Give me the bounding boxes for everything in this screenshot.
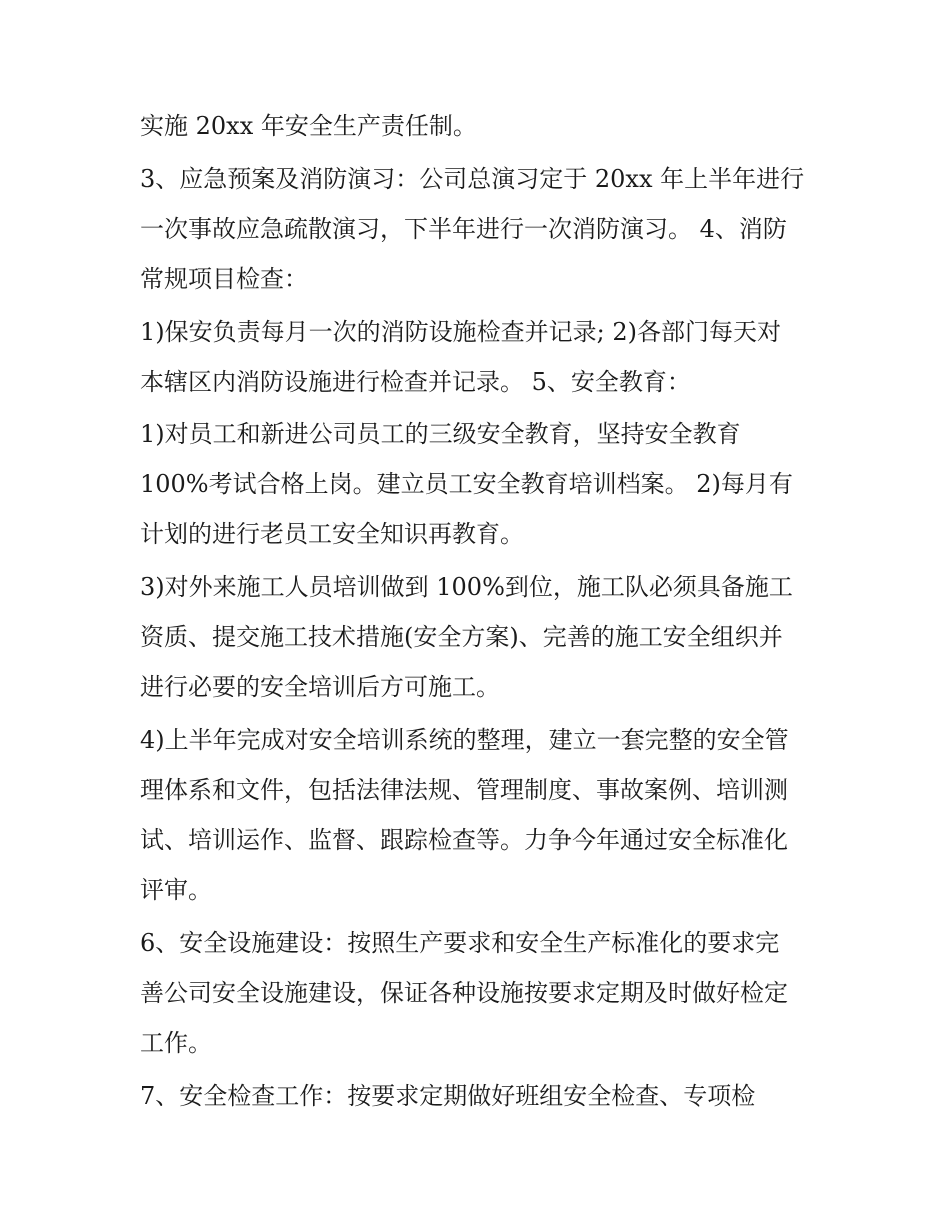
- text-line: 1)对员工和新进公司员工的三级安全教育，坚持安全教育: [140, 420, 741, 448]
- text-line: 资质、提交施工技术措施(安全方案)、完善的施工安全组织并: [140, 623, 783, 651]
- text-line: 4)上半年完成对安全培训系统的整理，建立一套完整的安全管: [140, 726, 789, 754]
- text-line: 评审。: [140, 876, 212, 904]
- text-line: 3、应急预案及消防演习：公司总演习定于 20xx 年上半年进行: [140, 165, 805, 193]
- text-line: 理体系和文件，包括法律法规、管理制度、事故案例、培训测: [140, 776, 788, 804]
- text-line: 进行必要的安全培训后方可施工。: [140, 673, 500, 701]
- text-line: 7、安全检查工作：按要求定期做好班组安全检查、专项检: [140, 1082, 756, 1110]
- text-line: 一次事故应急疏散演习，下半年进行一次消防演习。 4、消防: [140, 215, 787, 243]
- text-line: 工作。: [140, 1029, 212, 1057]
- text-line: 善公司安全设施建设，保证各种设施按要求定期及时做好检定: [140, 979, 788, 1007]
- text-line: 试、培训运作、监督、跟踪检查等。力争今年通过安全标准化: [140, 826, 788, 854]
- text-line: 本辖区内消防设施进行检查并记录。 5、安全教育：: [140, 368, 691, 396]
- text-line: 6、安全设施建设：按照生产要求和安全生产标准化的要求完: [140, 929, 780, 957]
- text-line: 实施 20xx 年安全生产责任制。: [140, 112, 477, 140]
- text-line: 计划的进行老员工安全知识再教育。: [140, 520, 524, 548]
- text-line: 3)对外来施工人员培训做到 100%到位，施工队必须具备施工: [140, 573, 793, 601]
- text-line: 1)保安负责每月一次的消防设施检查并记录; 2)各部门每天对: [140, 318, 781, 346]
- text-line: 常规项目检查：: [140, 265, 308, 293]
- text-line: 100%考试合格上岗。建立员工安全教育培训档案。 2)每月有: [140, 470, 793, 498]
